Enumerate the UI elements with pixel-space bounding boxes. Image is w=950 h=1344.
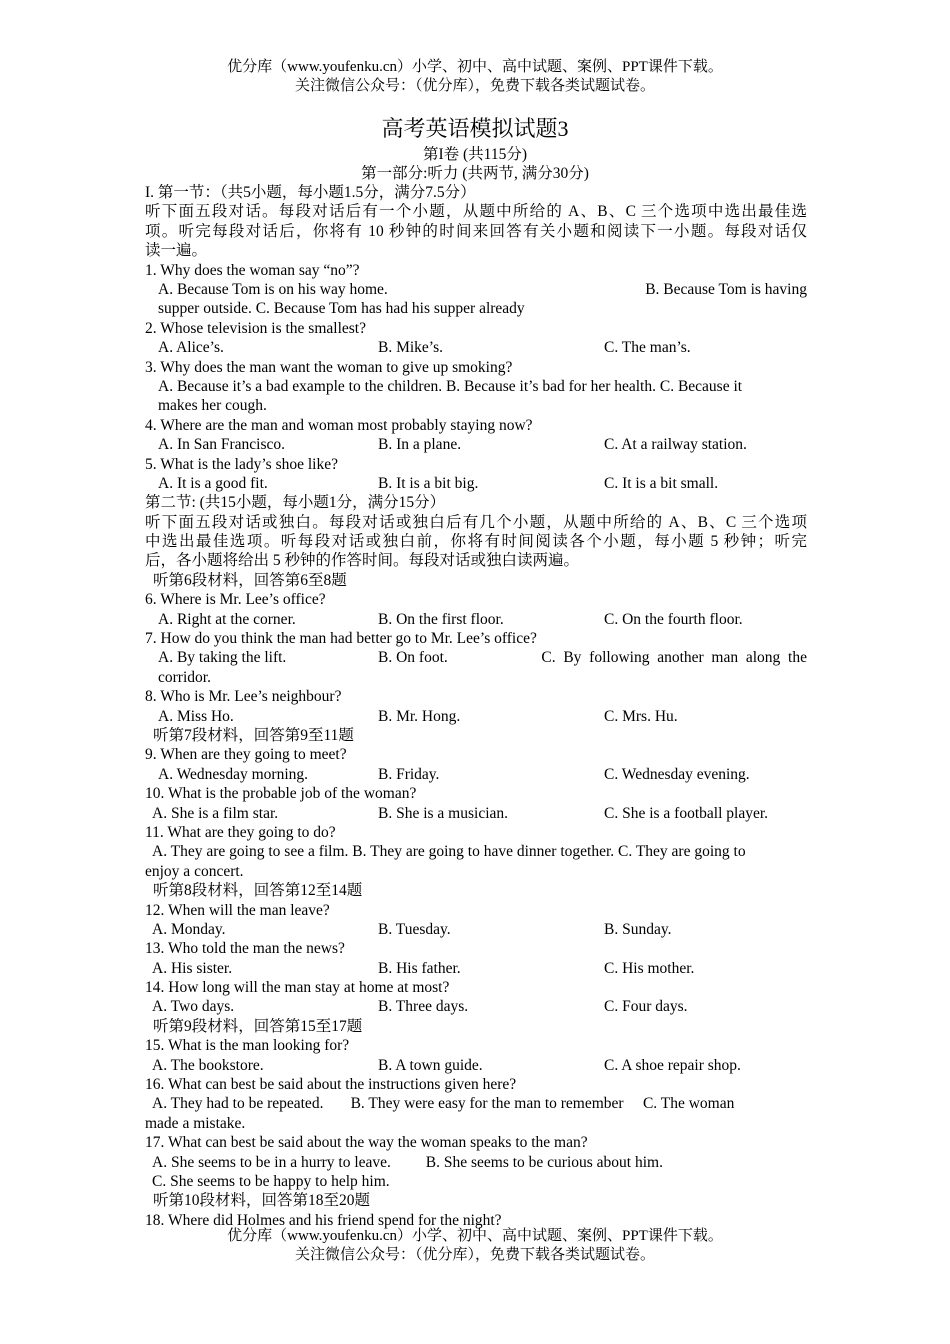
part1-instruction-line: 听下面五段对话。每段对话后有一个小题，从题中所给的 A、B、C 三个选项中选出最佳选 (145, 203, 807, 221)
part1-instruction-line: 项。听完每段对话后，你将有 10 秒钟的时间来回答有关小题和阅读下一小题。每段对话仅 (145, 222, 807, 240)
question-12: 12. When will the man leave? (145, 901, 330, 919)
option-b: B. Mr. Hong. (378, 707, 461, 725)
option-b: B. Three days. (378, 998, 469, 1016)
question-16-options-cont: made a mistake. (145, 1114, 246, 1132)
question-16: 16. What can best be said about the instructions given here? (145, 1076, 517, 1094)
material-8-heading: 听第8段材料，回答第12至14题 (153, 882, 363, 900)
question-13: 13. Who told the man the news? (145, 940, 345, 958)
option-c: C. At a railway station. (604, 436, 747, 454)
option-b: B. On the first floor. (378, 610, 504, 628)
question-17: 17. What can best be said about the way the woman speaks to the man? (145, 1134, 588, 1152)
option-a: A. By taking the lift. (158, 649, 287, 667)
option-a: A. His sister. (152, 959, 233, 977)
option-a: A. Because Tom is on his way home. (158, 280, 388, 298)
question-11-options: A. They are going to see a film. B. They are going to have dinner together. C. They are going to (152, 843, 746, 861)
question-3: 3. Why does the man want the woman to give up smoking? (145, 358, 513, 376)
question-6-options (145, 610, 807, 629)
question-8: 8. Who is Mr. Lee’s neighbour? (145, 688, 342, 706)
question-14: 14. How long will the man stay at home at most? (145, 979, 450, 997)
question-3-options: A. Because it’s a bad example to the children. B. Because it’s bad for her health. C. Because it (158, 377, 743, 395)
option-b: B. Because Tom is having (645, 280, 807, 298)
option-a: A. It is a good fit. (158, 474, 268, 492)
option-b: B. Mike’s. (378, 339, 444, 357)
question-15: 15. What is the man looking for? (145, 1037, 350, 1055)
question-11: 11. What are they going to do? (145, 823, 336, 841)
question-6: 6. Where is Mr. Lee’s office? (145, 591, 326, 609)
option-a: A. Monday. (152, 920, 226, 938)
part2-instruction-line: 听下面五段对话或独白。每段对话或独白后有几个小题，从题中所给的 A、B、C 三个选项 (145, 513, 807, 531)
question-1-options (145, 280, 807, 299)
paper-subtitle: 第I卷 (共115分) (422, 146, 528, 163)
option-c: C. The man’s. (604, 339, 691, 357)
part1-instruction-line: 读一遍。 (145, 242, 208, 260)
footer-line-1: 优分库（www.youfenku.cn）小学、初中、高中试题、案例、PPT课件下载。 (227, 1228, 723, 1244)
option-c: B. Sunday. (604, 920, 672, 938)
question-5-options (145, 474, 807, 493)
question-18: 18. Where did Holmes and his friend spend for the night? (145, 1211, 502, 1229)
material-7-heading: 听第7段材料，回答第9至11题 (153, 727, 354, 744)
question-7: 7. How do you think the man had better go to Mr. Lee’s office? (145, 630, 537, 648)
option-c: C. A shoe repair shop. (604, 1056, 741, 1074)
option-c: C. Four days. (604, 998, 688, 1016)
question-1: 1. Why does the woman say “no”? (145, 261, 360, 279)
option-b: B. A town guide. (378, 1056, 483, 1074)
option-c: C. She is a football player. (604, 804, 769, 822)
question-9-options (145, 765, 807, 784)
header-line-1: 优分库（www.youfenku.cn）小学、初中、高中试题、案例、PPT课件下载。 (227, 59, 723, 75)
option-b: B. She is a musician. (378, 804, 509, 822)
part2-instruction-line: 中选出最佳选项。听每段对话或独白前，你将有时间阅读各个小题，每小题 5 秒钟；听完 (145, 533, 807, 551)
option-a: A. Wednesday morning. (158, 765, 308, 783)
exam-body (145, 183, 807, 1230)
option-a: A. In San Francisco. (158, 436, 285, 454)
question-5: 5. What is the lady’s shoe like? (145, 455, 338, 473)
option-a: A. Right at the corner. (158, 610, 296, 628)
part2-instruction-line: 后，各小题将给出 5 秒钟的作答时间。每段对话或独白读两遍。 (145, 552, 580, 570)
question-16-options: A. They had to be repeated. B. They were easy for the man to remember C. The woman (152, 1095, 735, 1113)
question-4: 4. Where are the man and woman most probably staying now? (145, 416, 533, 434)
option-b: B. In a plane. (378, 436, 462, 454)
question-13-options (145, 959, 807, 978)
option-b: B. His father. (378, 959, 461, 977)
question-8-options (145, 707, 807, 726)
option-c: C. Mrs. Hu. (604, 707, 678, 725)
material-6-heading: 听第6段材料，回答第6至8题 (153, 571, 347, 589)
question-11-options-cont: enjoy a concert. (145, 862, 244, 880)
question-14-options (145, 997, 807, 1016)
option-a: A. Two days. (152, 998, 235, 1016)
option-a: A. Alice’s. (158, 339, 224, 357)
option-c: C. His mother. (604, 959, 695, 977)
question-10: 10. What is the probable job of the woman? (145, 785, 417, 803)
question-15-options (145, 1056, 807, 1075)
question-1-options-cont: supper outside. C. Because Tom has had his supper already (158, 300, 525, 318)
question-17-options-cont: C. She seems to be happy to help him. (152, 1172, 390, 1190)
option-c: C. Wednesday evening. (604, 765, 750, 783)
option-b: B. It is a bit big. (378, 474, 479, 492)
material-9-heading: 听第9段材料，回答第15至17题 (153, 1017, 363, 1035)
question-2: 2. Whose television is the smallest? (145, 319, 366, 337)
option-a: A. She is a film star. (152, 804, 279, 822)
question-17-options: A. She seems to be in a hurry to leave. B. She seems to be curious about him. (152, 1153, 663, 1171)
option-b: B. On foot. (378, 649, 448, 667)
footer-line-2: 关注微信公众号：（优分库），免费下载各类试题试卷。 (294, 1247, 655, 1263)
part1-heading: I. 第一节：（共5小题，每小题1.5分，满分7.5分） (145, 184, 476, 201)
question-7-options (145, 648, 807, 667)
question-10-options (145, 804, 807, 823)
page-title: 高考英语模拟试题3 (381, 116, 569, 141)
part2-heading: 第二节: (共15小题，每小题1分，满分15分） (145, 494, 446, 512)
option-b: B. Friday. (378, 765, 440, 783)
option-b: B. Tuesday. (378, 920, 451, 938)
question-9: 9. When are they going to meet? (145, 746, 347, 764)
option-a: A. The bookstore. (152, 1056, 264, 1074)
section-subtitle: 第一部分:听力 (共两节, 满分30分) (361, 165, 589, 182)
question-12-options (145, 920, 807, 939)
option-c: C. It is a bit small. (604, 474, 719, 492)
option-a: A. Miss Ho. (158, 707, 234, 725)
header-line-2: 关注微信公众号：（优分库），免费下载各类试题试卷。 (294, 78, 655, 94)
option-c: C. By following another man along the (541, 649, 807, 667)
question-3-options-cont: makes her cough. (158, 397, 267, 415)
option-c: C. On the fourth floor. (604, 610, 743, 628)
question-4-options (145, 435, 807, 454)
material-10-heading: 听第10段材料，回答第18至20题 (153, 1192, 371, 1210)
question-7-options-cont: corridor. (158, 668, 211, 686)
question-2-options (145, 338, 807, 357)
